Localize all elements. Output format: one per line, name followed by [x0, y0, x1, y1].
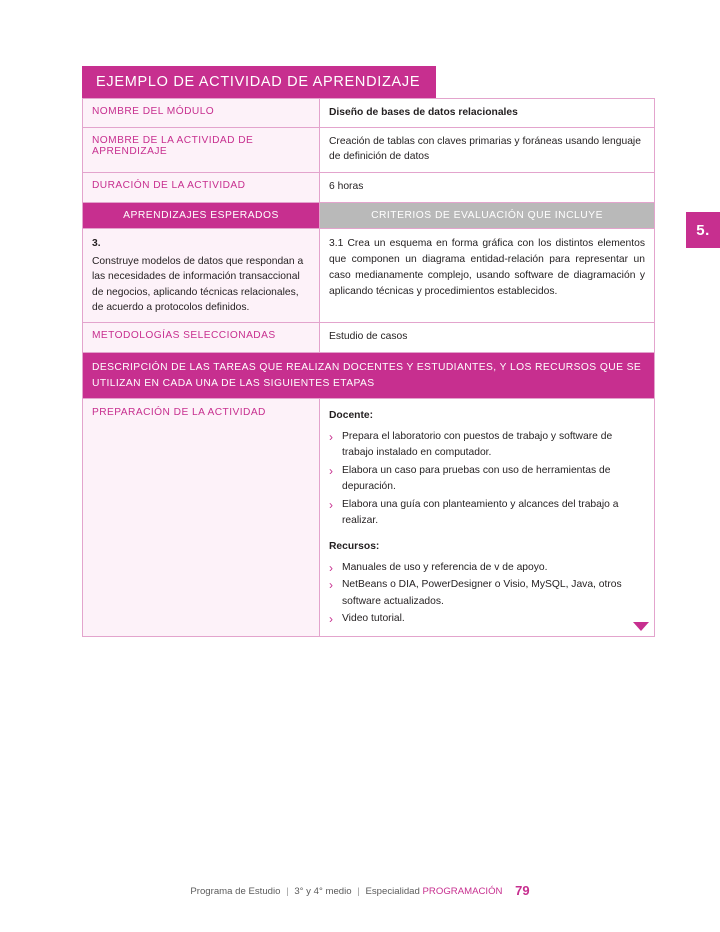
table-row-duracion: [83, 173, 655, 203]
label-metodologias: METODOLOGÍAS SELECCIONADAS: [83, 323, 320, 353]
table-row-metodologias: [83, 323, 655, 353]
label-actividad: NOMBRE DE LA ACTIVIDAD DE APRENDIZAJE: [83, 128, 320, 173]
activity-card: [82, 66, 655, 637]
criterio-text: 3.1 Crea un esquema en forma gráfica con los distintos elementos que componen un diagrama entidad-relación para representar un caso medianamente complejo, usando software de diagramación y aplicando técnicas y procedimientos establecidos.: [329, 238, 645, 298]
continues-arrow-icon: [633, 622, 649, 631]
table-row-preparacion: [83, 399, 655, 637]
list-item: › NetBeans o DIA, PowerDesigner o Visio, MySQL, Java, otros software actualizados.: [329, 577, 645, 610]
footer-specialty: PROGRAMACIÓN: [422, 886, 503, 897]
value-actividad: Creación de tablas con claves primarias y foráneas usando lenguaje de definición de datos: [320, 128, 655, 173]
aprendizaje-number: 3.: [92, 238, 101, 250]
value-modulo: Diseño de bases de datos relacionales: [320, 98, 655, 128]
label-duracion: DURACIÓN DE LA ACTIVIDAD: [83, 173, 320, 203]
criterio-evaluacion-cell: [320, 229, 655, 323]
page-number: 79: [515, 883, 530, 898]
footer-separator-2: |: [357, 886, 360, 897]
list-item: › Manuales de uso y referencia de v de apoyo.: [329, 560, 645, 576]
list-item: › Video tutorial.: [329, 611, 645, 627]
footer-specialty-prefix: Especialidad: [365, 886, 420, 897]
aprendizaje-text: Construye modelos de datos que respondan a las necesidades de información transaccional de negocios, aplicando técnicas relacionales, de acuerdo a protocolos definidos.: [92, 255, 304, 313]
docente-list: [329, 429, 645, 530]
list-item: › Prepara el laboratorio con puestos de trabajo y software de trabajo instalado en computador.: [329, 429, 645, 462]
page-footer: [0, 883, 720, 898]
footer-level: 3° y 4° medio: [294, 886, 352, 897]
description-band: DESCRIPCIÓN DE LAS TAREAS QUE REALIZAN DOCENTES Y ESTUDIANTES, Y LOS RECURSOS QUE SE UTILIZAN EN CADA UNA DE LAS SIGUIENTES ETAPAS: [83, 353, 655, 399]
header-criterios-evaluacion: CRITERIOS DE EVALUACIÓN QUE INCLUYE: [320, 203, 655, 229]
label-preparacion: PREPARACIÓN DE LA ACTIVIDAD: [83, 399, 320, 637]
value-duracion: 6 horas: [320, 173, 655, 203]
table-row-modulo: [83, 98, 655, 128]
docente-title: Docente:: [329, 410, 374, 422]
label-modulo: NOMBRE DEL MÓDULO: [83, 98, 320, 128]
table-row-column-content: [83, 229, 655, 323]
footer-separator-1: |: [286, 886, 289, 897]
footer-program: Programa de Estudio: [190, 886, 281, 897]
section-tab: [686, 212, 720, 248]
recursos-list: [329, 560, 645, 628]
preparacion-content: [320, 399, 655, 637]
activity-banner: [82, 66, 436, 98]
section-tab-label: 5.: [696, 221, 710, 239]
table-row-column-headers: [83, 203, 655, 229]
value-metodologias: Estudio de casos: [320, 323, 655, 353]
activity-table: [82, 98, 655, 637]
table-row-actividad: [83, 128, 655, 173]
header-aprendizajes-esperados: APRENDIZAJES ESPERADOS: [83, 203, 320, 229]
activity-banner-title: EJEMPLO DE ACTIVIDAD DE APRENDIZAJE: [96, 74, 421, 90]
recursos-title: Recursos:: [329, 541, 380, 553]
list-item: › Elabora un caso para pruebas con uso de herramientas de depuración.: [329, 463, 645, 496]
table-row-band: [83, 353, 655, 399]
list-item: › Elabora una guía con planteamiento y alcances del trabajo a realizar.: [329, 497, 645, 530]
aprendizaje-esperado-cell: [83, 229, 320, 323]
